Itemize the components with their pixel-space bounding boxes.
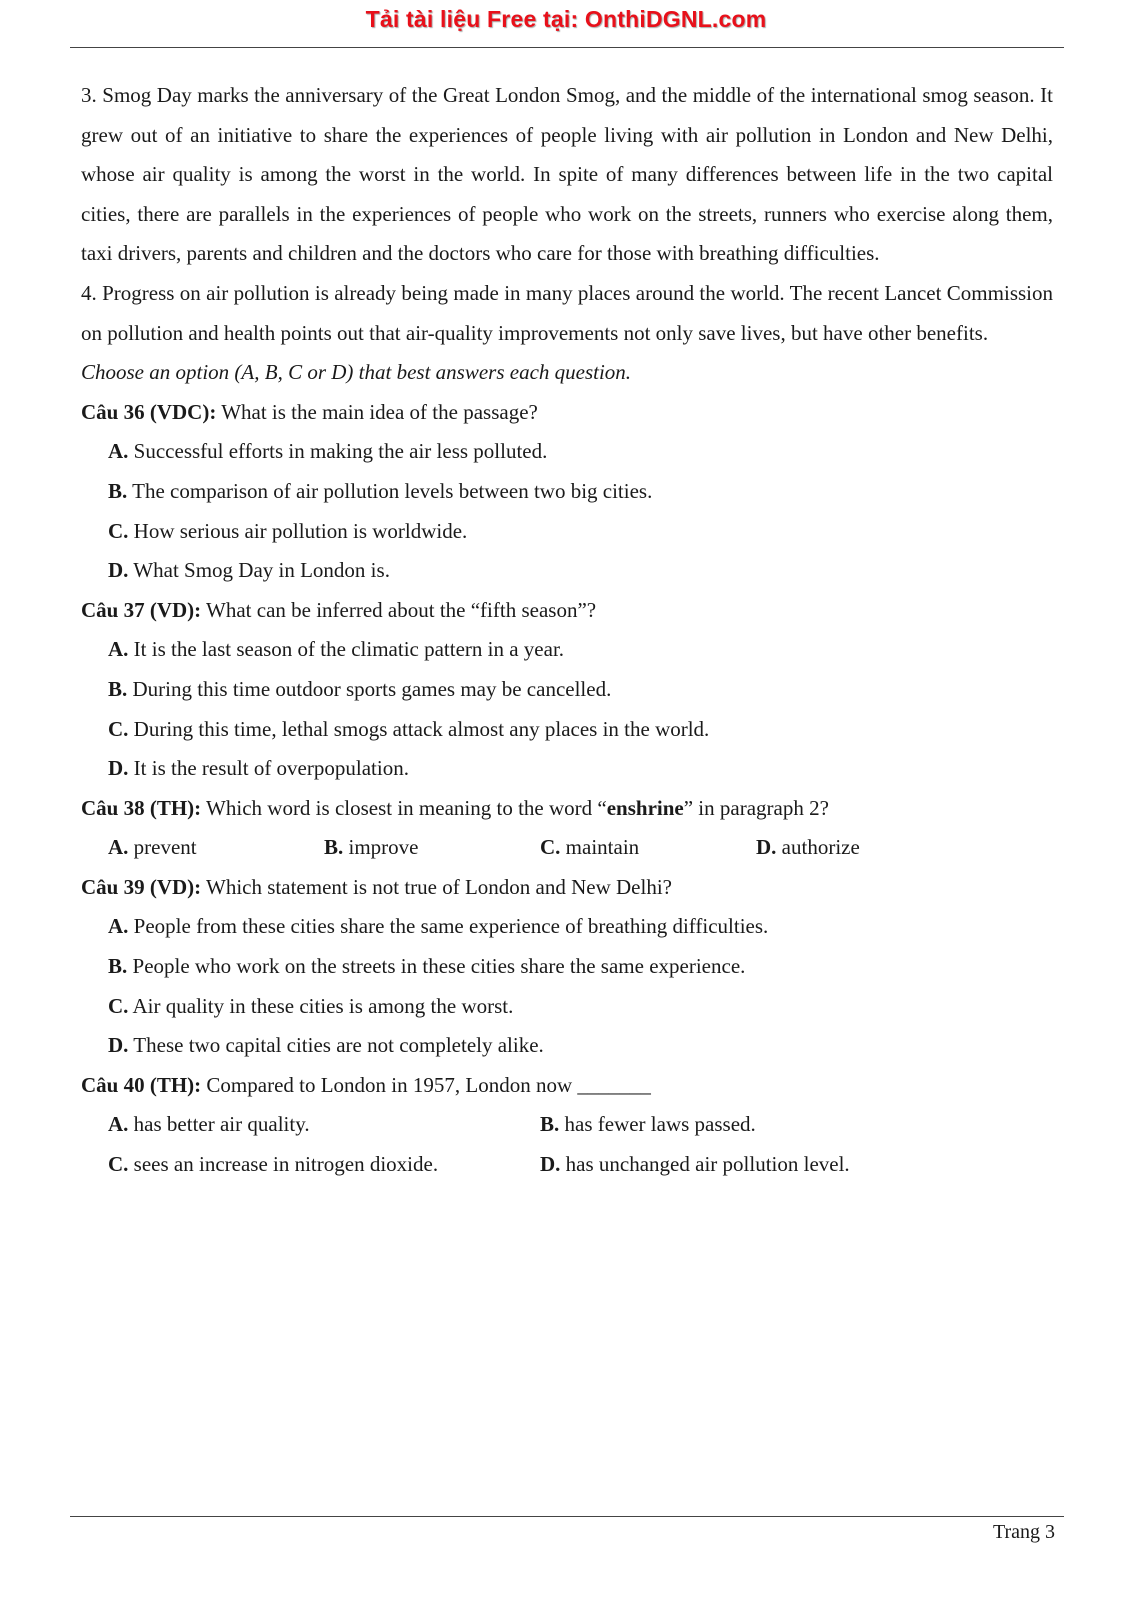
passage-paragraph-3: 3. Smog Day marks the anniversary of the Great London Smog, and the middle of the international smog season. It grew out of an initiative to share the experiences of people living with air pollution in London and New Delhi, whose air quality is among the worst in the world. In spite of many differences between life in the two capital cities, there are parallels in the experiences of people who work on the streets, runners who exercise along them, taxi drivers, parents and children and the doctors who care for those with breathing difficulties. [81, 83, 1053, 266]
question-36 [81, 393, 1053, 433]
question-40 [81, 1066, 1053, 1106]
question-label: Câu 37 (VD): [81, 597, 202, 622]
header-title[interactable]: Tải tài liệu Free tại: OnthiDGNL.com [365, 6, 767, 32]
option-36-b: B. The comparison of air pollution levels between two big cities. [108, 478, 653, 503]
option-38-c: C. maintain [540, 835, 640, 860]
options-40-row-1 [81, 1105, 1053, 1145]
option-36-c: C. How serious air pollution is worldwide. [108, 518, 468, 543]
question-text: What is the main idea of the passage? [221, 399, 538, 424]
question-37 [81, 591, 1053, 631]
options-40-row-2 [81, 1145, 1053, 1185]
option-38-b: B. improve [324, 835, 419, 860]
question-label: Câu 36 (VDC): [81, 399, 217, 424]
header-divider [70, 47, 1064, 48]
question-text: Which statement is not true of London and New Delhi? [206, 874, 672, 899]
question-text: Which word is closest in meaning to the word “ [206, 795, 607, 820]
footer-divider [70, 1516, 1064, 1517]
option-39-c: C. Air quality in these cities is among the worst. [108, 993, 514, 1018]
option-36-d: D. What Smog Day in London is. [108, 558, 390, 583]
question-39 [81, 868, 1053, 908]
options-38-row [81, 828, 1053, 868]
option-37-d: D. It is the result of overpopulation. [108, 756, 409, 781]
option-37-c: C. During this time, lethal smogs attack almost any places in the world. [108, 716, 710, 741]
option-40-b: B. has fewer laws passed. [540, 1112, 756, 1137]
instruction: Choose an option (A, B, C or D) that best answers each question. [81, 360, 632, 385]
option-39-d: D. These two capital cities are not completely alike. [108, 1033, 544, 1058]
page-number: Trang 3 [992, 1521, 1055, 1543]
question-text: What can be inferred about the “fifth season”? [206, 597, 597, 622]
question-label: Câu 38 (TH): [81, 795, 202, 820]
option-37-a: A. It is the last season of the climatic pattern in a year. [108, 637, 565, 662]
option-38-d: D. authorize [756, 835, 860, 860]
question-label: Câu 40 (TH): [81, 1072, 202, 1097]
option-38-a: A. prevent [108, 835, 197, 860]
passage-paragraph-4: 4. Progress on air pollution is already being made in many places around the world. The recent Lancet Commission on pollution and health points out that air-quality improvements not only save lives, but have other benefits. [81, 280, 1053, 345]
option-36-a: A. Successful efforts in making the air less polluted. [108, 439, 548, 464]
option-37-b: B. During this time outdoor sports games may be cancelled. [108, 676, 612, 701]
question-text: Compared to London in 1957, London now _______ [206, 1072, 651, 1097]
option-40-c: C. sees an increase in nitrogen dioxide. [108, 1152, 439, 1177]
option-39-b: B. People who work on the streets in these cities share the same experience. [108, 954, 746, 979]
question-38: Câu 38 (TH): Which word is closest in meaning to the word “enshrine” in paragraph 2? [81, 795, 829, 820]
page-content [81, 76, 1053, 1185]
question-label: Câu 39 (VD): [81, 874, 202, 899]
option-39-a: A. People from these cities share the same experience of breathing difficulties. [108, 914, 769, 939]
keyword: enshrine [606, 795, 684, 820]
option-40-a: A. has better air quality. [108, 1112, 310, 1137]
option-40-d: D. has unchanged air pollution level. [540, 1152, 850, 1177]
